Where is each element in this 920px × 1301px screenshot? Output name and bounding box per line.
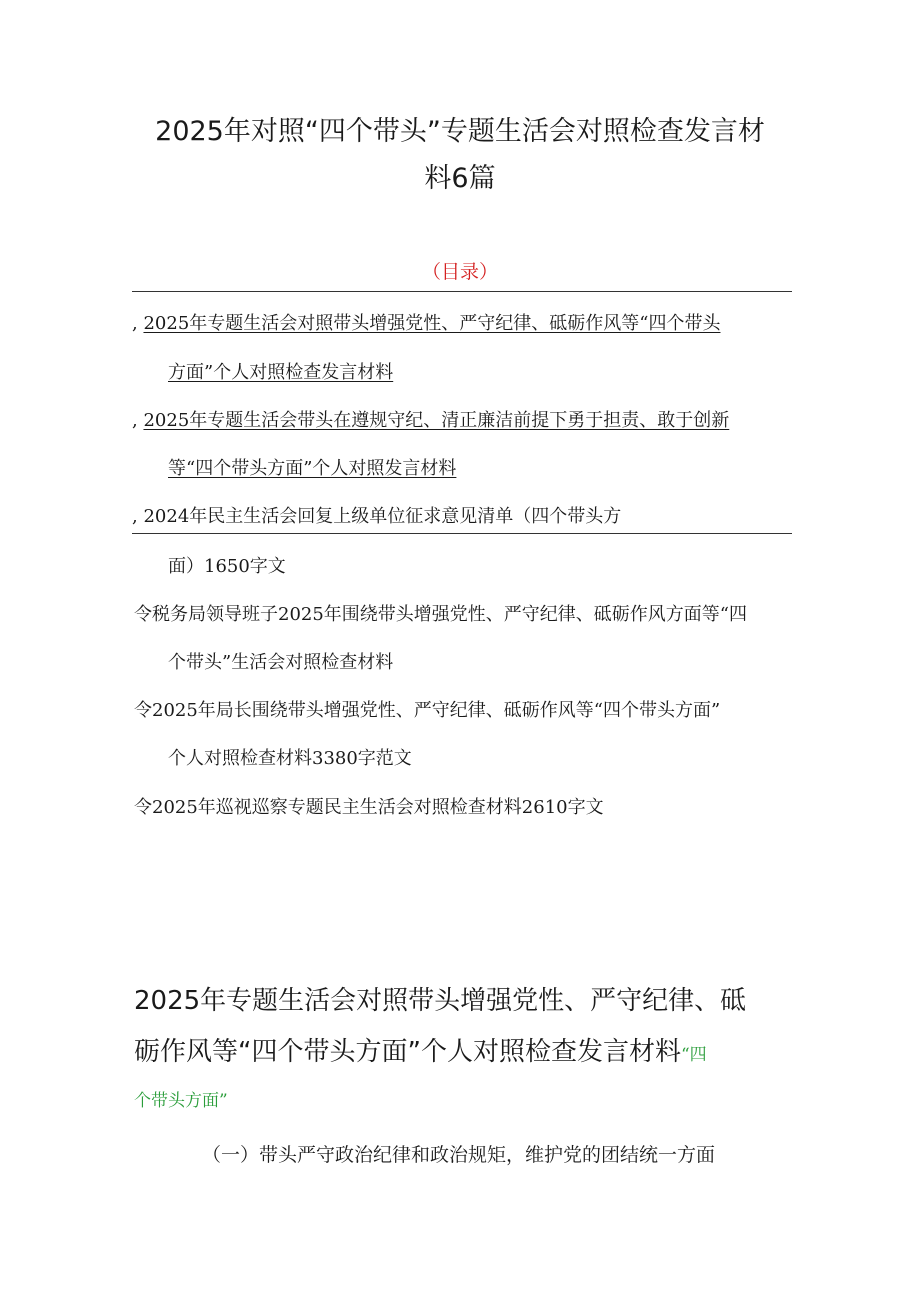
toc-item-6-line-1[interactable] [134,795,604,821]
toc-label: （目录） [421,261,498,283]
toc-bullet: , [132,410,138,431]
toc-bullet: , [132,313,138,334]
toc-link-text[interactable]: 面）1650字文 [168,556,286,577]
toc-link-text[interactable]: 方面”个人对照检查发言材料 [168,362,394,383]
toc-bullet: 令 [134,797,152,818]
section-heading-line-2 [134,1037,814,1070]
toc-item-1-line-1[interactable] [132,311,720,337]
toc-link-text[interactable]: 2025年巡视巡察专题民主生活会对照检查材料2610字文 [152,797,604,818]
toc-link-text[interactable]: 2025年局长围绕带头增强党性、严守纪律、砥砺作风等“四个带头方面” [152,700,721,721]
section-heading-text: 砺作风等“四个带头方面”个人对照检查发言材料 [134,1037,681,1067]
toc-link-text[interactable]: 等“四个带头方面”个人对照发言材料 [168,458,457,479]
toc-top-divider [132,291,792,292]
toc-link-text[interactable]: 2025年专题生活会对照带头增强党性、严守纪律、砥砺作风等“四个带头 [143,313,721,334]
toc-link-text[interactable]: 个带头”生活会对照检查材料 [168,652,394,673]
toc-link-text[interactable]: 税务局领导班子2025年围绕带头增强党性、严守纪律、砥砺作风方面等“四 [152,604,748,625]
toc-item-3-line-2[interactable] [168,554,286,580]
title-line-2: 料6篇 [424,163,496,194]
toc-item-4-line-1[interactable] [134,602,747,628]
section-heading-green-line: 个带头方面” [134,1091,228,1111]
toc-item-2-line-2[interactable] [168,456,456,482]
toc-link-text[interactable]: 2024年民主生活会回复上级单位征求意见清单（四个带头方 [143,506,622,527]
section-heading-line-1: 2025年专题生活会对照带头增强党性、严守纪律、砥 [134,986,747,1016]
toc-bullet: 令 [134,604,152,625]
toc-item-2-line-1[interactable] [132,408,729,434]
toc-inline-divider [132,533,792,534]
toc-bullet: , [132,506,138,527]
toc-bullet: 令 [134,700,152,721]
toc-link-text[interactable]: 个人对照检查材料3380字范文 [168,748,412,769]
subsection-heading: （一）带头严守政治纪律和政治规矩，维护党的团结统一方面 [202,1144,716,1166]
toc-link-text[interactable]: 2025年专题生活会带头在遵规守纪、清正廉洁前提下勇于担责、敢于创新 [143,410,730,431]
toc-item-3-line-1[interactable] [132,504,621,530]
section-heading-green-fragment: “四 [680,1045,707,1065]
toc-item-5-line-2[interactable] [168,746,412,772]
toc-item-5-line-1[interactable] [134,698,720,724]
toc-item-4-line-2[interactable] [168,650,393,676]
document-title [60,108,860,202]
toc-item-1-line-2[interactable] [168,360,393,386]
title-line-1: 2025年对照“四个带头”专题生活会对照检查发言材 [155,116,765,147]
